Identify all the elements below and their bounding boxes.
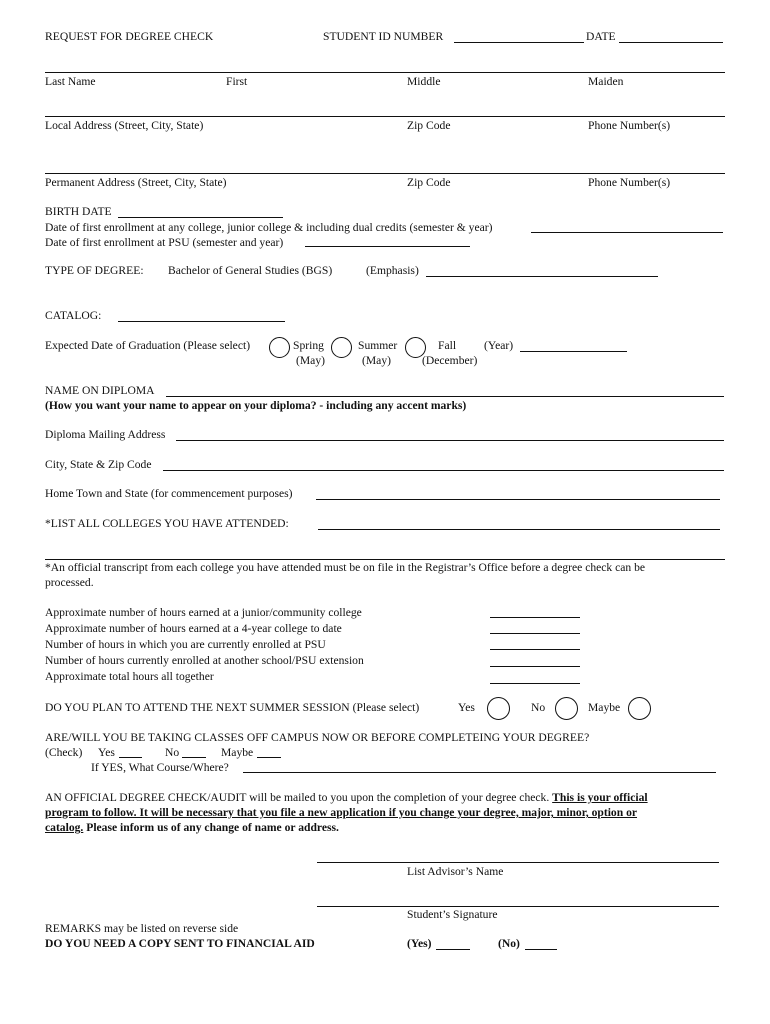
birth-date-label: BIRTH DATE bbox=[45, 205, 112, 218]
date-label: DATE bbox=[586, 30, 616, 43]
hours-4year-label: Approximate number of hours earned at a 4-year college to date bbox=[45, 622, 342, 635]
hometown-label: Home Town and State (for commencement purposes) bbox=[45, 487, 293, 500]
hours-junior-input[interactable] bbox=[490, 617, 580, 618]
maiden-name-label: Maiden bbox=[588, 75, 624, 88]
notice-lead: AN OFFICIAL DEGREE CHECK/AUDIT will be mailed to you upon the completion of your degree check. bbox=[45, 791, 550, 804]
student-id-input[interactable] bbox=[454, 42, 584, 43]
permanent-address-input-line[interactable] bbox=[45, 173, 725, 174]
advisor-name-label: List Advisor’s Name bbox=[407, 865, 504, 878]
financial-aid-yes-input[interactable] bbox=[436, 949, 470, 950]
financial-aid-yes-label: (Yes) bbox=[407, 937, 432, 950]
colleges-label: *LIST ALL COLLEGES YOU HAVE ATTENDED: bbox=[45, 517, 289, 530]
hours-total-label: Approximate total hours all together bbox=[45, 670, 214, 683]
notice-line-2: program to follow. It will be necessary that you file a new application if you change your degree, major, minor, option or bbox=[45, 806, 638, 819]
degree-type-value: Bachelor of General Studies (BGS) bbox=[168, 264, 333, 277]
offcampus-maybe-input[interactable] bbox=[257, 757, 281, 758]
first-enroll-psu-input[interactable] bbox=[305, 246, 470, 247]
offcampus-yes-label: Yes bbox=[98, 746, 115, 759]
offcampus-ifyes-label: If YES, What Course/Where? bbox=[91, 761, 229, 774]
city-state-zip-label: City, State & Zip Code bbox=[45, 458, 152, 471]
graduation-label: Expected Date of Graduation (Please select) bbox=[45, 339, 251, 352]
last-name-label: Last Name bbox=[45, 75, 96, 88]
local-phone-label: Phone Number(s) bbox=[588, 119, 671, 132]
city-state-zip-input[interactable] bbox=[163, 470, 724, 471]
fall-month: (December) bbox=[422, 354, 478, 367]
diploma-mailing-label: Diploma Mailing Address bbox=[45, 428, 166, 441]
notice-line-1 bbox=[45, 791, 648, 804]
permanent-address-label: Permanent Address (Street, City, State) bbox=[45, 176, 227, 189]
hometown-input[interactable] bbox=[316, 499, 720, 500]
notice-tail: Please inform us of any change of name or address. bbox=[86, 821, 339, 834]
first-enroll-any-label: Date of first enrollment at any college, junior college & including dual credits (semester & year) bbox=[45, 221, 493, 234]
year-label: (Year) bbox=[484, 339, 514, 352]
offcampus-question: ARE/WILL YOU BE TAKING CLASSES OFF CAMPUS NOW OR BEFORE COMPLETEING YOUR DEGREE? bbox=[45, 731, 590, 744]
local-address-input-line[interactable] bbox=[45, 116, 725, 117]
offcampus-yes-input[interactable] bbox=[119, 757, 142, 758]
permanent-zip-label: Zip Code bbox=[407, 176, 451, 189]
name-input-line[interactable] bbox=[45, 72, 725, 73]
catalog-label: CATALOG: bbox=[45, 309, 102, 322]
offcampus-no-input[interactable] bbox=[182, 757, 206, 758]
summer-yes-radio[interactable] bbox=[487, 697, 510, 720]
offcampus-check-label: (Check) bbox=[45, 746, 83, 759]
financial-aid-no-label: (No) bbox=[498, 937, 520, 950]
student-signature-input[interactable] bbox=[317, 906, 719, 907]
birth-date-input[interactable] bbox=[118, 217, 283, 218]
student-id-label: STUDENT ID NUMBER bbox=[323, 30, 444, 43]
summer-maybe-label: Maybe bbox=[588, 701, 621, 714]
financial-aid-no-input[interactable] bbox=[525, 949, 557, 950]
emphasis-label: (Emphasis) bbox=[366, 264, 419, 277]
financial-aid-question: DO YOU NEED A COPY SENT TO FINANCIAL AID bbox=[45, 937, 315, 950]
diploma-name-input[interactable] bbox=[166, 396, 724, 397]
hours-psu-input[interactable] bbox=[490, 649, 580, 650]
summer-no-radio[interactable] bbox=[555, 697, 578, 720]
diploma-mailing-input[interactable] bbox=[176, 440, 724, 441]
middle-name-label: Middle bbox=[407, 75, 441, 88]
diploma-name-label: NAME ON DIPLOMA bbox=[45, 384, 155, 397]
summer-radio[interactable] bbox=[331, 337, 352, 358]
transcript-note-line-2: processed. bbox=[45, 576, 94, 589]
hours-4year-input[interactable] bbox=[490, 633, 580, 634]
notice-underlined-3: catalog. bbox=[45, 821, 84, 834]
summer-session-label: DO YOU PLAN TO ATTEND THE NEXT SUMMER SESSION (Please select) bbox=[45, 701, 420, 714]
year-input[interactable] bbox=[520, 351, 627, 352]
form-title: REQUEST FOR DEGREE CHECK bbox=[45, 30, 214, 43]
notice-underlined-1: This is your official bbox=[552, 791, 648, 804]
date-input[interactable] bbox=[619, 42, 723, 43]
fall-term: Fall bbox=[438, 339, 457, 352]
first-enroll-any-input[interactable] bbox=[531, 232, 723, 233]
catalog-input[interactable] bbox=[118, 321, 285, 322]
remarks-label: REMARKS may be listed on reverse side bbox=[45, 922, 239, 935]
hours-other-input[interactable] bbox=[490, 666, 580, 667]
student-signature-label: Student’s Signature bbox=[407, 908, 498, 921]
local-zip-label: Zip Code bbox=[407, 119, 451, 132]
spring-term: Spring bbox=[293, 339, 324, 352]
summer-no-label: No bbox=[531, 701, 546, 714]
summer-maybe-radio[interactable] bbox=[628, 697, 651, 720]
diploma-name-hint: (How you want your name to appear on your diploma? - including any accent marks) bbox=[45, 399, 467, 412]
transcript-note-line-1: *An official transcript from each college you have attended must be on file in the Registrar’s Office before a degree check can be bbox=[45, 561, 646, 574]
degree-type-label: TYPE OF DEGREE: bbox=[45, 264, 144, 277]
permanent-phone-label: Phone Number(s) bbox=[588, 176, 671, 189]
hours-total-input[interactable] bbox=[490, 683, 580, 684]
emphasis-input[interactable] bbox=[426, 276, 658, 277]
hours-psu-label: Number of hours in which you are currently enrolled at PSU bbox=[45, 638, 326, 651]
spring-month: (May) bbox=[296, 354, 325, 367]
summer-term: Summer bbox=[358, 339, 398, 352]
offcampus-no-label: No bbox=[165, 746, 180, 759]
offcampus-course-input[interactable] bbox=[243, 772, 716, 773]
spring-radio[interactable] bbox=[269, 337, 290, 358]
hours-junior-label: Approximate number of hours earned at a junior/community college bbox=[45, 606, 362, 619]
notice-line-3 bbox=[45, 821, 339, 834]
summer-month: (May) bbox=[362, 354, 391, 367]
first-enroll-psu-label: Date of first enrollment at PSU (semester and year) bbox=[45, 236, 284, 249]
colleges-input-line-2[interactable] bbox=[45, 559, 725, 560]
summer-yes-label: Yes bbox=[458, 701, 475, 714]
first-name-label: First bbox=[226, 75, 248, 88]
colleges-input[interactable] bbox=[318, 529, 720, 530]
offcampus-maybe-label: Maybe bbox=[221, 746, 254, 759]
local-address-label: Local Address (Street, City, State) bbox=[45, 119, 204, 132]
hours-other-label: Number of hours currently enrolled at another school/PSU extension bbox=[45, 654, 364, 667]
advisor-name-input[interactable] bbox=[317, 862, 719, 863]
